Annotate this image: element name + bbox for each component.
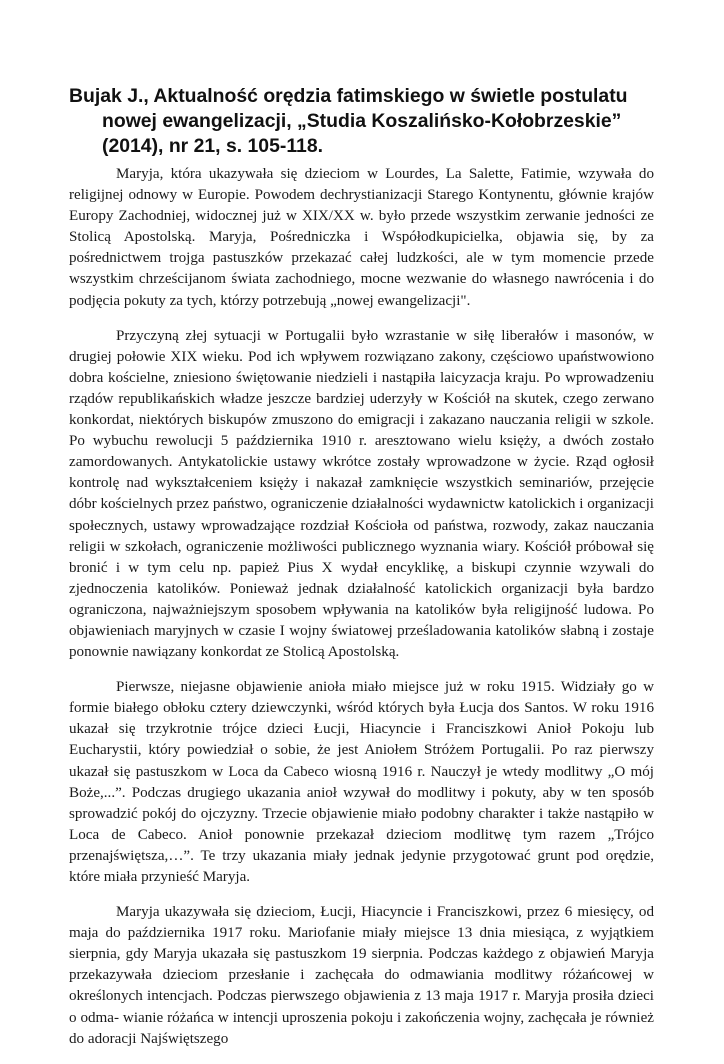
paragraph-4: Maryja ukazywała się dzieciom, Łucji, Hiacyncie i Franciszkowi, przez 6 miesięcy, od maja do października 1917 roku. Mariofanie miały miejsce 13 dnia miesiąca, z wyjątkiem sierpnia, gdy Maryja ukazała się pastuszkom 19 sierpnia. Podczas każdego z objawień Maryja przekazywała dzieciom przesłanie i zachęcała do odmawiania modlitwy różańcowej w określonych intencjach. Podczas pierwszego objawienia z 13 maja 1917 r. Maryja prosiła dzieci o odma- wianie różańca w intencji uproszenia pokoju i zakończenia wojny, zachęcała je również do adoracji Najświętszego (69, 904, 654, 1047)
bibliographic-heading: Bujak J., Aktualność orędzia fatimskiego w świetle postulatu nowej ewangelizacji, „Studia Koszalińsko-Kołobrzeskie” (2014), nr 21, s. 105-118. (69, 85, 628, 157)
paragraph-1: Maryja, która ukazywała się dzieciom w Lourdes, La Salette, Fatimie, wzywała do religijnej odnowy w Europie. Powodem dechrystianizacji Starego Kontynentu, głównie krajów Europy Zachodniej, widocznej już w XIX/XX w. było przede wszystkim zerwanie jedności ze Stolicą Apostolską. Maryja, Pośredniczka i Współodkupicielka, objawia się, by za pośrednictwem trojga pastuszków przekazać całej ludzkości, ale w tym momencie przede wszystkim chrześcijanom świata zachodniego, mocne wezwanie do własnego nawrócenia i do podjęcia pokuty za tych, którzy potrzebują „nowej ewangelizacji". (69, 166, 654, 309)
paragraph-2: Przyczyną złej sytuacji w Portugalii było wzrastanie w siłę liberałów i masonów, w drugiej połowie XIX wieku. Pod ich wpływem rozwiązano zakony, częściowo upaństwowiono dobra kościelne, zniesiono świętowanie niedzieli i nastąpiła laicyzacja kraju. Po wprowadzeniu rządów republikańskich władze jeszcze bardziej uderzyły w Kościół na skutek, czego zerwano konkordat, niektórych biskupów zmuszono do emigracji i zakazano nauczania religii w szkole. Po wybuchu rewolucji 5 października 1910 r. aresztowano wielu księży, a dwóch zostało zamordowanych. Antykatolickie ustawy wkrótce zostały wprowadzone w życie. Rząd ogłosił kontrolę nad wykształceniem księży i nakazał zamknięcie wszystkich seminariów, przejęcie dóbr kościelnych przez państwo, ograniczenie działalności wydawnictw katolickich i organizacji społecznych, ustawy wprowadzające rozdział Kościoła od państwa, rozwody, zakaz nauczania religii w szkołach, ograniczenie możliwości publicznego wyznania wiary. Kościół próbował się bronić i w tym celu np. papież Pius X wydał encyklikę, a biskupi czynnie wzywali do zjednoczenia katolików. Ponieważ jednak działalność katolickich organizacji była bardzo ograniczona, najważniejszym sposobem wpływania na katolików była religijność ludowa. Po objawieniach maryjnych w czasie I wojny światowej prześladowania katolików słabną i zostaje ponownie nawiązany konkordat ze Stolicą Apostolską. (69, 327, 654, 661)
document-page (69, 84, 654, 1064)
paragraph-3: Pierwsze, niejasne objawienie anioła miało miejsce już w roku 1915. Widziały go w formie białego obłoku cztery dziewczynki, wśród których była Łucja dos Santos. W roku 1916 ukazał się trzykrotnie trójce dzieci Łucji, Hiacyncie i Franciszkowi Anioł Pokoju lub Eucharystii, który powiedział o sobie, że jest Aniołem Stróżem Portugalii. Po raz pierwszy ukazał się pastuszkom w Loca da Cabeco wiosną 1916 r. Nauczył je wtedy modlitwy „O mój Boże,...”. Podczas drugiego ukazania anioł wzywał do modlitwy i pokuty, aby w ten sposób sprowadzić pokój do ojczyzny. Trzecie objawienie miało podobny charakter i także nastąpiło w Loca de Cabeco. Anioł ponownie przekazał dzieciom modlitwę tym razem „Trójco przenajświętsza,…”. Te trzy ukazania miały jednak jedynie przygotować grunt pod orędzie, które miała przynieść Maryja. (69, 679, 654, 885)
